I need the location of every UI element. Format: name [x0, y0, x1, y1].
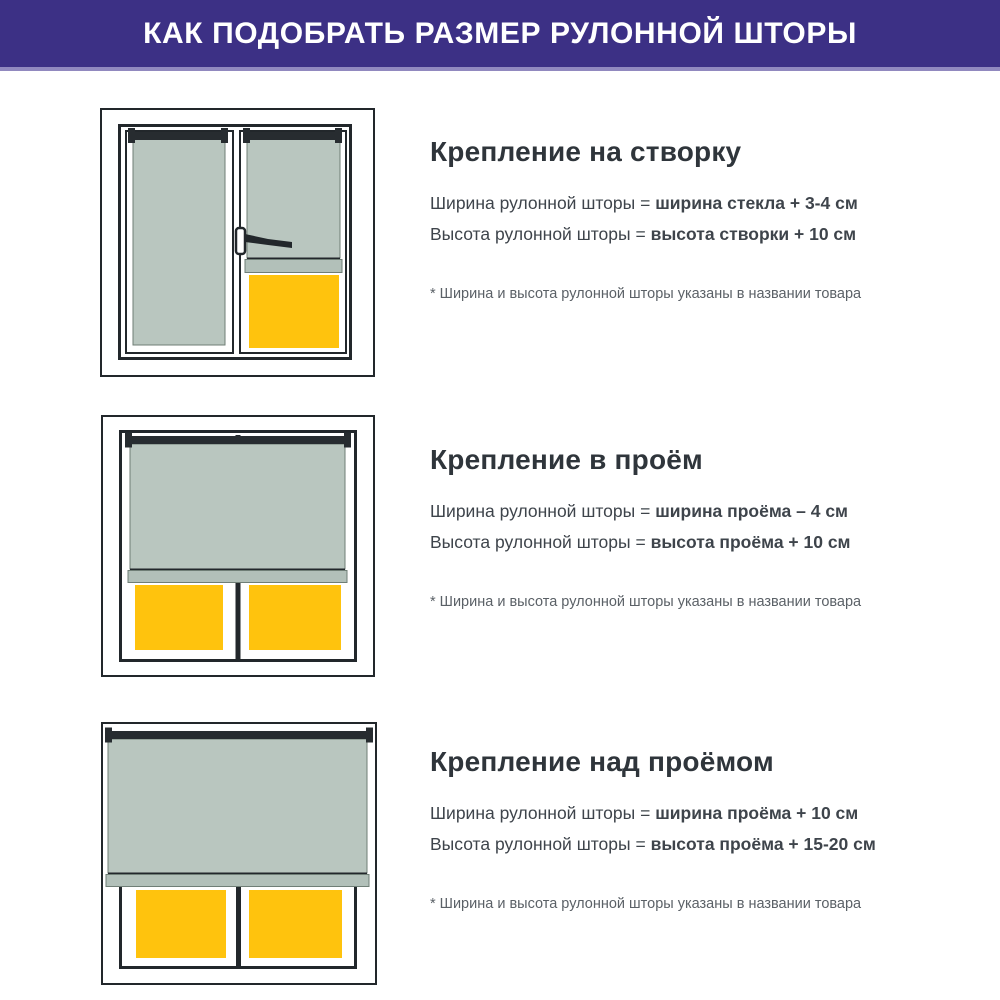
footnote: * Ширина и высота рулонной шторы указаны в названии товара [430, 594, 862, 610]
section-title: Крепление над проёмом [430, 746, 774, 777]
glass-pane [249, 585, 341, 650]
width-formula [430, 188, 930, 219]
left-roller-cap [128, 128, 135, 143]
diagram-blind-in-opening [101, 415, 375, 677]
diagram-blind-on-sash [100, 108, 375, 377]
formula-label: Высота рулонной шторы = [430, 532, 646, 552]
glass-pane [136, 890, 226, 958]
header-accent-strip [0, 67, 1000, 71]
section-mount-above-opening [430, 748, 930, 915]
blind-fabric [130, 444, 345, 569]
formula-label: Ширина рулонной шторы = [430, 501, 651, 521]
page-title: КАК ПОДОБРАТЬ РАЗМЕР РУЛОННОЙ ШТОРЫ [143, 17, 857, 50]
header-banner [0, 0, 1000, 71]
footnote: * Ширина и высота рулонной шторы указаны в названии товара [430, 286, 862, 302]
right-roller-cap [243, 128, 250, 143]
formula-value: ширина проёма + 10 см [655, 803, 859, 823]
height-formula [430, 219, 930, 250]
formula-value: ширина проёма – 4 см [655, 501, 849, 521]
roller-cap [105, 728, 112, 743]
window-blind-in-opening-icon [101, 415, 375, 677]
formula-value: высота проёма + 15-20 см [650, 834, 876, 854]
formula-label: Ширина рулонной шторы = [430, 803, 651, 823]
window-handle-plate [236, 228, 245, 254]
left-roller-cap [221, 128, 228, 143]
formula-value: ширина стекла + 3-4 см [655, 193, 858, 213]
glass-pane [249, 275, 339, 348]
roller-cap [366, 728, 373, 743]
blind-bottom-bar [106, 875, 369, 887]
left-roller-bar [130, 132, 228, 140]
section-mount-on-sash [430, 138, 930, 305]
left-blind-fabric [133, 138, 225, 345]
blind-bottom-bar [128, 571, 347, 583]
right-blind-bottom-bar [245, 260, 342, 273]
section-title: Крепление в проём [430, 444, 703, 475]
section-mount-in-opening [430, 446, 930, 613]
width-formula [430, 496, 930, 527]
section-title: Крепление на створку [430, 136, 742, 167]
width-formula [430, 798, 930, 829]
window-blind-on-sash-icon [100, 108, 375, 377]
roller-cap [125, 433, 132, 448]
height-formula [430, 527, 930, 558]
roller-bar [107, 731, 371, 739]
roller-bar [127, 436, 348, 444]
diagram-blind-above-opening [101, 722, 377, 985]
formula-label: Высота рулонной шторы = [430, 834, 646, 854]
formula-label: Высота рулонной шторы = [430, 224, 646, 244]
formula-value: высота створки + 10 см [650, 224, 857, 244]
formula-label: Ширина рулонной шторы = [430, 193, 651, 213]
footnote: * Ширина и высота рулонной шторы указаны в названии товара [430, 896, 862, 912]
right-roller-bar [245, 132, 341, 140]
glass-pane [135, 585, 223, 650]
right-roller-cap [335, 128, 342, 143]
window-blind-above-opening-icon [101, 722, 377, 985]
formula-value: высота проёма + 10 см [650, 532, 851, 552]
blind-fabric [108, 739, 367, 873]
glass-pane [249, 890, 342, 958]
height-formula [430, 829, 930, 860]
roller-cap [344, 433, 351, 448]
